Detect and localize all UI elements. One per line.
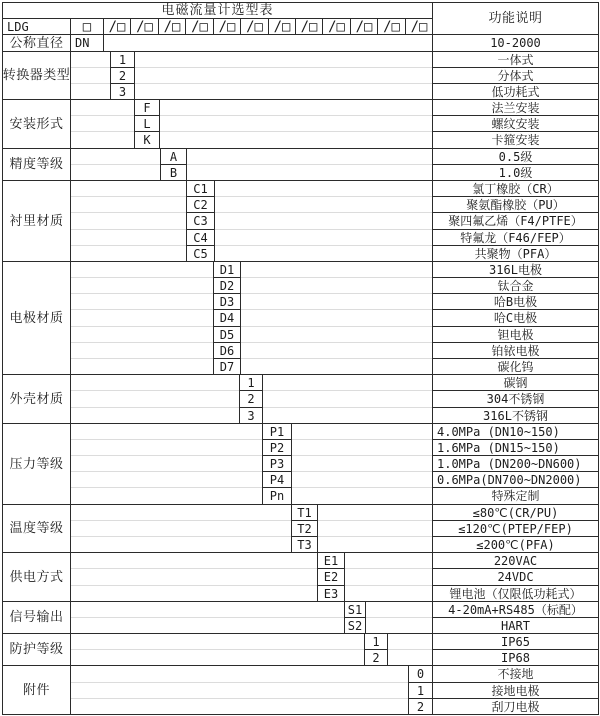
option-description: 卡箍安装 [432,131,598,148]
category-label: 防护等级 [2,633,70,665]
category-spacer [70,633,364,665]
option-code: 2 [239,390,262,407]
option-description: 0.5级 [432,148,598,164]
option-description: 氯丁橡胶（CR） [432,180,598,196]
category-spacer [262,374,432,423]
category-spacer [70,601,344,633]
option-code: Pn [262,487,291,504]
option-code: C4 [186,229,214,245]
option-code: E3 [317,585,344,601]
option-code: C3 [186,212,214,229]
category-label: 转换器类型 [2,51,70,99]
option-code: 3 [239,407,262,423]
option-description: 碳钢 [432,374,598,390]
category-spacer [70,99,134,148]
category-spacer [70,51,110,99]
option-code: C1 [186,180,214,196]
option-code: D4 [213,309,240,326]
option-code: D2 [213,277,240,293]
model-code-slot: /□ [377,18,405,34]
option-code: DN [70,34,103,51]
category-label: 安装形式 [2,99,70,148]
category-label: 压力等级 [2,423,70,504]
category-label: 电极材质 [2,261,70,374]
option-code: K [134,131,159,148]
model-code-slot: /□ [240,18,268,34]
model-code-slot: /□ [268,18,295,34]
category-spacer [317,504,432,552]
option-description: 24VDC [432,568,598,585]
category-spacer [134,51,432,99]
option-description: 钛合金 [432,277,598,293]
category-spacer [70,665,408,714]
option-description: 碳化钨 [432,358,598,374]
option-code: S2 [344,617,365,633]
category-label: 衬里材质 [2,180,70,261]
category-label: 附件 [2,665,70,714]
category-spacer [159,99,432,148]
option-code: E2 [317,568,344,585]
model-code-slot: /□ [158,18,185,34]
option-code: 1 [408,682,432,698]
table-title: 电磁流量计选型表 [2,2,432,18]
category-label: 外壳材质 [2,374,70,423]
model-code-slot: /□ [213,18,240,34]
model-first-slot: □ [70,18,103,34]
category-spacer [70,374,239,423]
category-spacer [70,148,160,180]
option-description: 铂铱电极 [432,342,598,358]
category-label: 信号输出 [2,601,70,633]
option-description: ≤80℃(CR/PU) [432,504,598,520]
option-code: C5 [186,245,214,261]
option-description: ≤120℃(PTEP/FEP) [432,520,598,536]
model-code-slot: /□ [350,18,377,34]
option-description: 4-20mA+RS485（标配） [432,601,598,617]
option-description: 一体式 [432,51,598,67]
option-description: 1.6MPa (DN15~150) [432,439,598,455]
option-description: 锂电池（仅限低功耗式） [432,585,598,601]
option-code: F [134,99,159,115]
option-code: P2 [262,439,291,455]
category-label: 公称直径 [2,34,70,51]
option-code: P3 [262,455,291,471]
option-code: T2 [291,520,317,536]
category-label: 供电方式 [2,552,70,601]
option-description: 不接地 [432,665,598,682]
option-code: S1 [344,601,365,617]
option-description: 哈C电极 [432,309,598,326]
category-spacer [214,180,432,261]
category-spacer [240,261,432,374]
model-prefix: LDG [2,18,70,34]
category-spacer [103,34,432,51]
option-description: HART [432,617,598,633]
option-description: 刮刀电极 [432,698,598,714]
category-spacer [70,261,213,374]
option-description: 特氟龙（F46/FEP） [432,229,598,245]
option-description: 1.0级 [432,164,598,180]
option-code: D7 [213,358,240,374]
option-description: 接地电极 [432,682,598,698]
option-code: P1 [262,423,291,439]
option-code: 1 [110,51,134,67]
option-code: D1 [213,261,240,277]
category-spacer [365,601,432,633]
option-description: 哈B电极 [432,293,598,309]
option-code: 1 [364,633,387,649]
category-spacer [70,423,262,504]
option-code: 2 [408,698,432,714]
option-description: 低功耗式 [432,83,598,99]
option-code: L [134,115,159,131]
option-description: 钽电极 [432,326,598,342]
option-code: 2 [110,67,134,83]
category-spacer [344,552,432,601]
category-label: 精度等级 [2,148,70,180]
option-code: 0 [408,665,432,682]
option-description: 316L不锈钢 [432,407,598,423]
category-spacer [70,504,291,552]
category-spacer [387,633,432,665]
option-code: P4 [262,471,291,487]
option-description: 法兰安装 [432,99,598,115]
option-code: D5 [213,326,240,342]
option-description: 共聚物（PFA） [432,245,598,261]
option-code: B [160,164,186,180]
option-description: 220VAC [432,552,598,568]
function-description-header: 功能说明 [432,2,598,34]
option-description: 10-2000 [432,34,598,51]
option-code: A [160,148,186,164]
option-code: T1 [291,504,317,520]
category-spacer [70,180,186,261]
option-description: 螺纹安装 [432,115,598,131]
option-description: 分体式 [432,67,598,83]
category-spacer [291,423,432,504]
option-code: 1 [239,374,262,390]
option-description: 1.0MPa (DN200~DN600) [432,455,598,471]
category-spacer [186,148,432,180]
option-code: T3 [291,536,317,552]
option-code: C2 [186,196,214,212]
option-description: IP65 [432,633,598,649]
category-spacer [70,552,317,601]
option-code: D3 [213,293,240,309]
model-code-slot: /□ [130,18,158,34]
option-code: D6 [213,342,240,358]
model-code-slot: /□ [185,18,213,34]
model-code-slot: /□ [295,18,322,34]
option-code: 2 [364,649,387,665]
option-description: ≤200℃(PFA) [432,536,598,552]
option-description: IP68 [432,649,598,665]
option-description: 304不锈钢 [432,390,598,407]
option-code: 3 [110,83,134,99]
model-code-slot: /□ [103,18,130,34]
option-description: 特殊定制 [432,487,598,504]
model-code-slot: /□ [322,18,350,34]
option-code: E1 [317,552,344,568]
model-code-slot: /□ [405,18,432,34]
option-description: 316L电极 [432,261,598,277]
option-description: 4.0MPa (DN10~150) [432,423,598,439]
option-description: 聚四氟乙烯（F4/PTFE） [432,212,598,229]
option-description: 0.6MPa(DN700~DN2000) [432,471,598,487]
category-label: 温度等级 [2,504,70,552]
option-description: 聚氨酯橡胶（PU） [432,196,598,212]
